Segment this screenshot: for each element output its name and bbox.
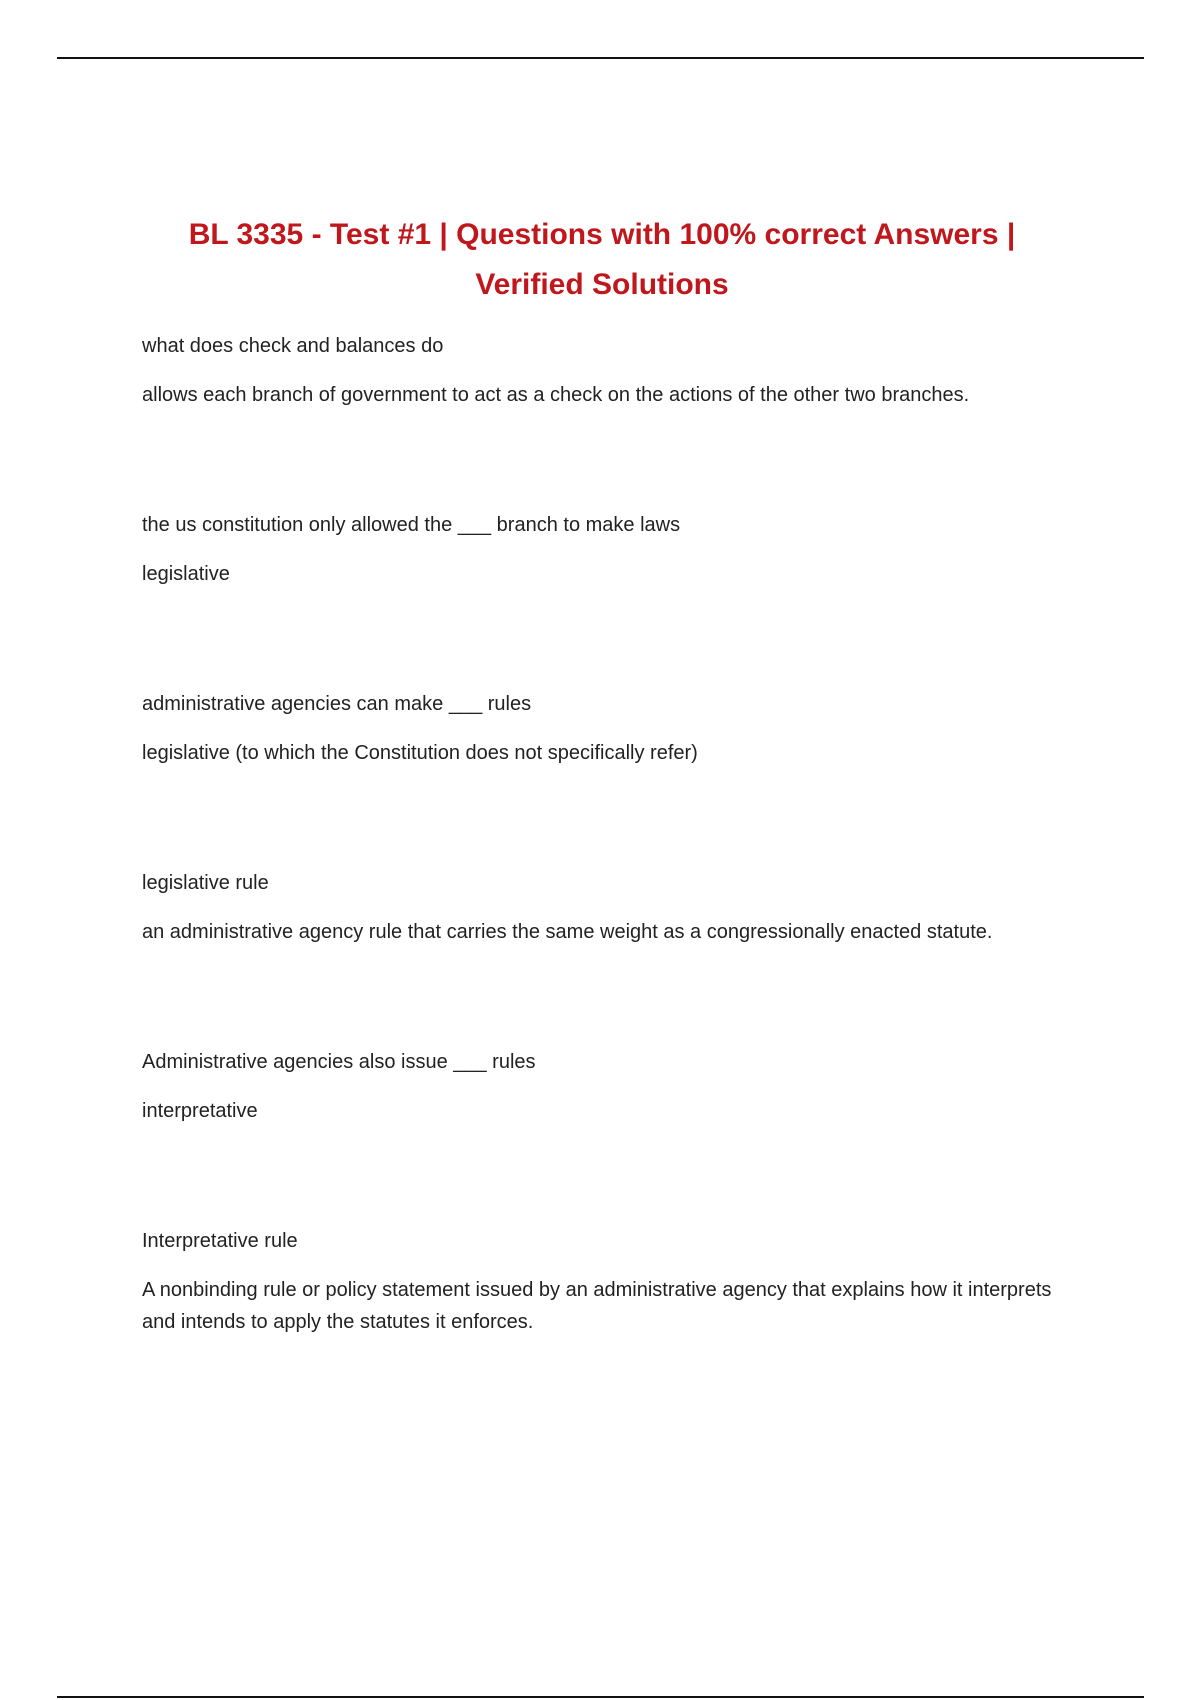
- question-text: Interpretative rule: [142, 1230, 298, 1252]
- qa-list: [142, 330, 1082, 1338]
- header-rule: [57, 57, 1144, 59]
- qa-item: [142, 509, 1082, 590]
- answer-text: interpretative: [142, 1100, 258, 1122]
- question-text: administrative agencies can make ___ rules: [142, 693, 532, 715]
- qa-item: [142, 1046, 1082, 1127]
- question-text: the us constitution only allowed the ___ branch to make laws: [142, 514, 681, 536]
- footer-rule: [57, 1696, 1144, 1698]
- qa-item: [142, 867, 1082, 948]
- question-text: legislative rule: [142, 872, 269, 894]
- qa-item: [142, 688, 1082, 769]
- qa-item: [142, 1225, 1082, 1338]
- answer-text: legislative (to which the Constitution does not specifically refer): [142, 742, 698, 764]
- document-title: BL 3335 - Test #1 | Questions with 100% correct Answers | Verified Solutions: [188, 218, 1016, 301]
- answer-text: A nonbinding rule or policy statement issued by an administrative agency that explains how it interprets and intends to apply the statutes it enforces.: [142, 1279, 1052, 1333]
- answer-text: allows each branch of government to act as a check on the actions of the other two branches.: [142, 384, 970, 406]
- question-text: what does check and balances do: [142, 335, 444, 357]
- qa-item: [142, 330, 1082, 411]
- answer-text: an administrative agency rule that carries the same weight as a congressionally enacted statute.: [142, 921, 993, 943]
- answer-text: legislative: [142, 563, 230, 585]
- question-text: Administrative agencies also issue ___ rules: [142, 1051, 536, 1073]
